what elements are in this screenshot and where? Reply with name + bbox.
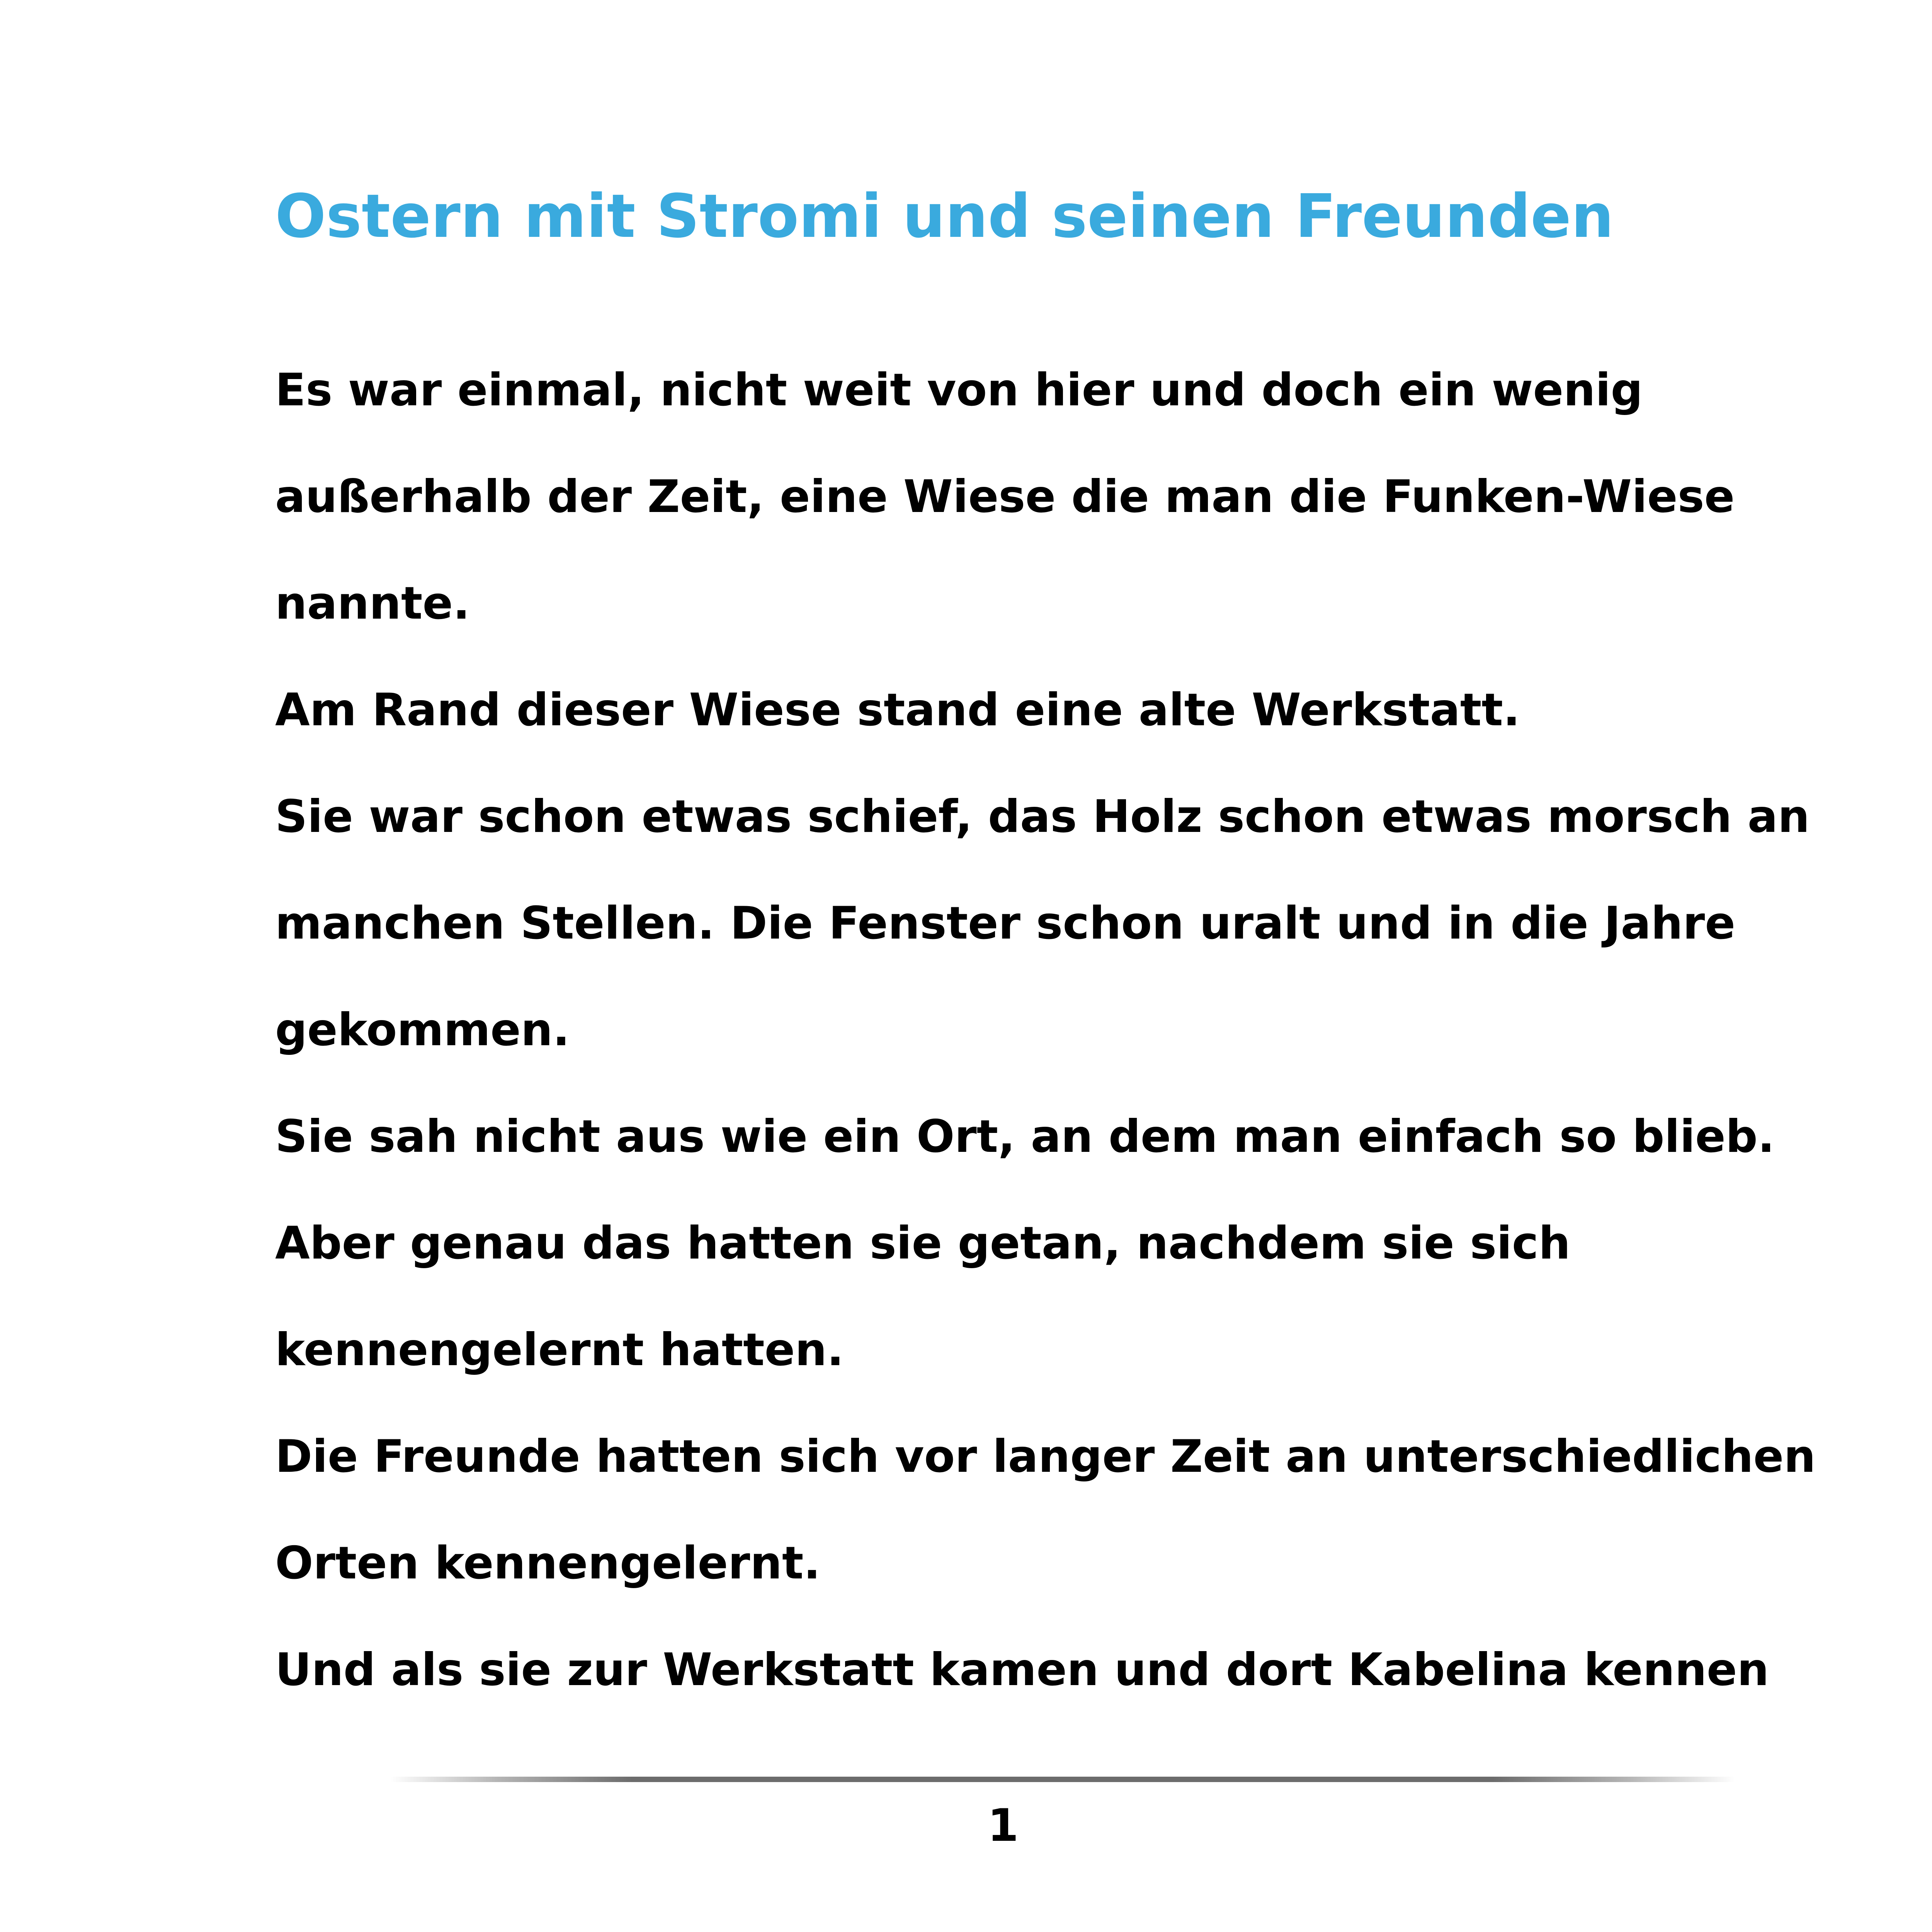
text-line: Am Rand dieser Wiese stand eine alte Werkstatt. (275, 684, 1520, 736)
text-line: Die Freunde hatten sich vor langer Zeit an unterschiedlichen (275, 1430, 1816, 1483)
text-line: Es war einmal, nicht weit von hier und doch ein wenig (275, 364, 1643, 416)
text-line: gekommen. (275, 1004, 570, 1056)
text-line: Und als sie zur Werkstatt kamen und dort Kabelina kennen (275, 1644, 1769, 1696)
text-line: kennengelernt hatten. (275, 1324, 844, 1376)
text-line: Orten kennengelernt. (275, 1537, 821, 1589)
text-line: Sie war schon etwas schief, das Holz schon etwas morsch an (275, 791, 1810, 843)
text-line: manchen Stellen. Die Fenster schon uralt und in die Jahre (275, 897, 1736, 949)
text-line: außerhalb der Zeit, eine Wiese die man die Funken-Wiese (275, 471, 1735, 523)
footer-divider (390, 1777, 1735, 1782)
text-line: Sie sah nicht aus wie ein Ort, an dem man einfach so blieb. (275, 1111, 1775, 1163)
text-line: nannte. (275, 577, 470, 629)
story-text (275, 352, 1859, 1738)
page-number: 1 (987, 1799, 1019, 1852)
text-line: Aber genau das hatten sie getan, nachdem sie sich (275, 1217, 1571, 1269)
page-title: Ostern mit Stromi und seinen Freunden (275, 181, 1614, 251)
